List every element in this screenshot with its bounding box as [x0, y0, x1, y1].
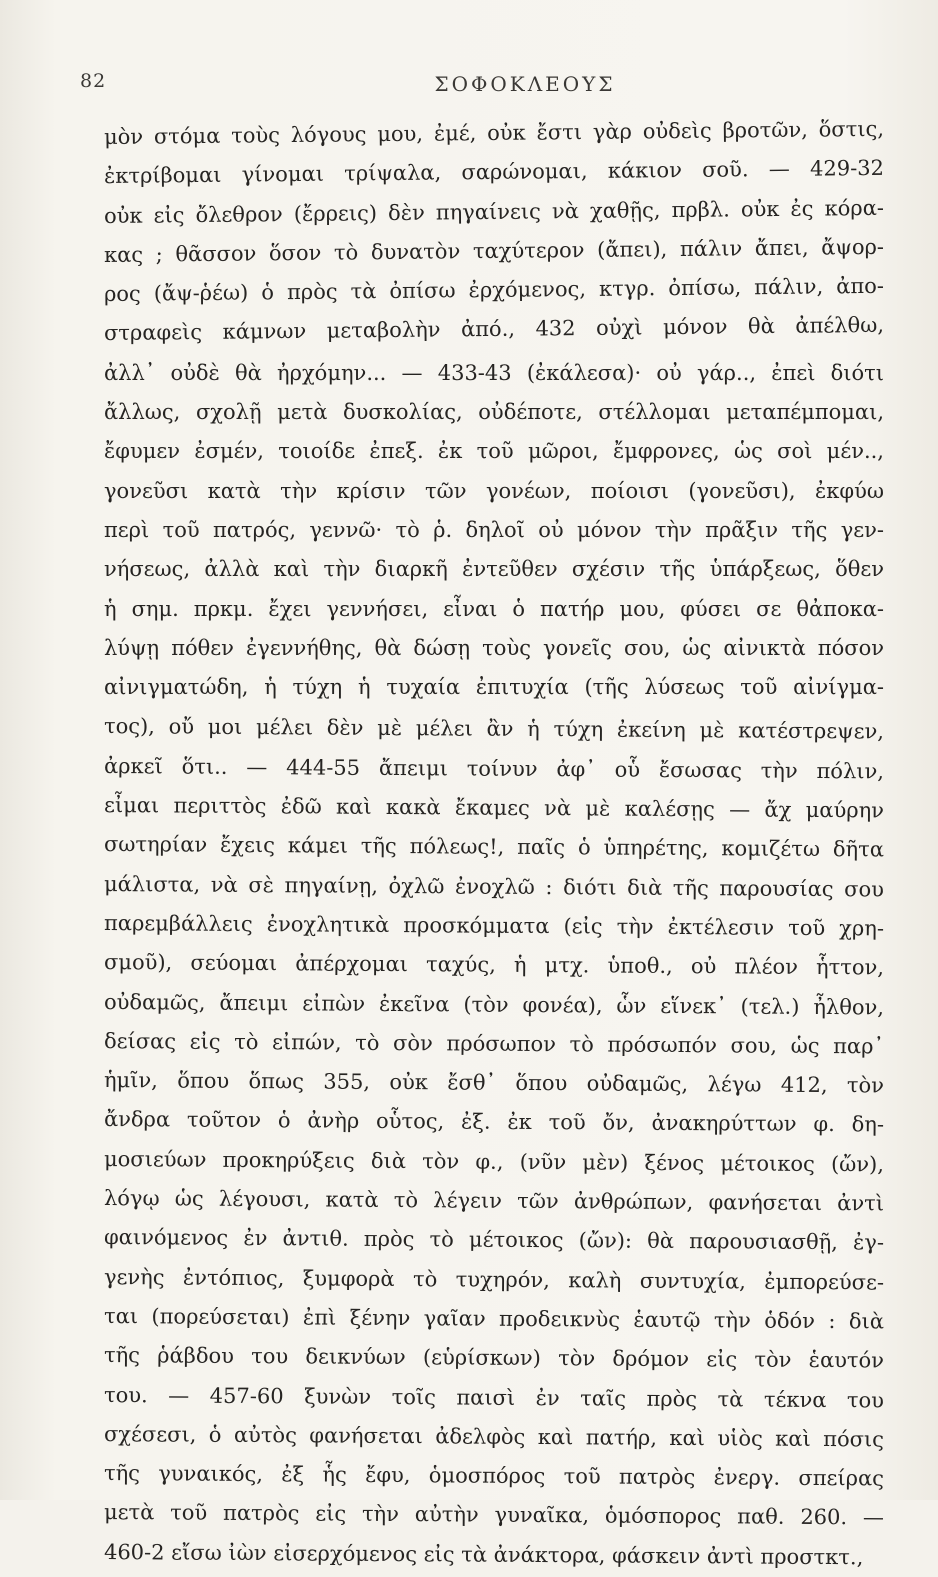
- text-line: περὶ τοῦ πατρός, γεννῶ· τὸ ῥ. δηλοῖ οὐ μόνον τὴν πρᾶξιν τῆς γεν-: [104, 517, 884, 542]
- text-line: ται (πορεύσεται) ἐπὶ ξένην γαῖαν προδεικνὺς ἑαυτῷ τὴν ὁδόν : διὰ: [103, 1303, 885, 1334]
- text-line: λόγῳ ὡς λέγουσι, κατὰ τὸ λέγειν τῶν ἀνθρώπων, φανήσεται ἀντὶ: [103, 1186, 885, 1216]
- text-line: μὸν στόμα τοὺς λόγους μου, ἐμέ, οὐκ ἔστι γὰρ οὐδεὶς βροτῶν, ὅστις,: [103, 116, 885, 149]
- text-line: ἡ σημ. πρκμ. ἔχει γεννήσει, εἶναι ὁ πατήρ μου, φύσει σε θἀποκα-: [104, 596, 884, 621]
- page-header: [80, 70, 880, 100]
- text-line: στραφεὶς κάμνων μεταβολὴν ἀπό., 432 οὐχὶ μόνον θὰ ἀπέλθω,: [103, 313, 885, 346]
- text-line: γονεῦσι κατὰ τὴν κρίσιν τῶν γονέων, ποίοισι (γονεῦσι), ἐκφύω: [104, 478, 884, 503]
- text-line: νήσεως, ἀλλὰ καὶ τὴν διαρκῆ ἐντεῦθεν σχέσιν τῆς ὑπάρξεως, ὅθεν: [104, 557, 884, 582]
- text-line: οὐδαμῶς, ἄπειμι εἰπὼν ἐκεῖνα (τὸν φονέα), ὧν εἵνεκ᾽ (τελ.) ἦλθον,: [103, 989, 885, 1019]
- page-number: 82: [80, 70, 107, 92]
- text-line: σωτηρίαν ἔχεις κάμει τῆς πόλεως!, παῖς ὁ ὑπηρέτης, κομιζέτω δῆτα: [103, 832, 885, 862]
- text-line: κας ; θᾶσσον ὅσον τὸ δυνατὸν ταχύτερον (ἄπει), πάλιν ἄπει, ἄψορ-: [103, 234, 885, 267]
- text-line: ἡμῖν, ὅπου ὅπως 355, οὐκ ἔσθ᾽ ὅπου οὐδαμῶς, λέγω 412, τὸν: [103, 1068, 885, 1098]
- text-line: αἰνιγματώδη, ἡ τύχη ἡ τυχαία ἐπιτυχία (τῆς λύσεως τοῦ αἰνίγμα-: [104, 675, 884, 700]
- text-line: 460-2 εἴσω ἰὼν εἰσερχόμενος εἰς τὰ ἀνάκτορα, φάσκειν ἀντὶ προστκτ.,: [103, 1539, 864, 1569]
- text-line: φαινόμενος ἐν ἀντιθ. πρὸς τὸ μέτοικος (ὤν): θὰ παρουσιασθῇ, ἐγ-: [103, 1225, 885, 1255]
- running-title: ΣΟΦΟΚΛΕΟΥΣ: [434, 72, 616, 96]
- text-line: μετὰ τοῦ πατρὸς εἰς τὴν αὐτὴν γυναῖκα, ὁμόσπορος παθ. 260. —: [103, 1500, 885, 1530]
- text-line: οὐκ εἰς ὄλεθρον (ἔρρεις) δὲν πηγαίνεις νὰ χαθῇς, πρβλ. οὐκ ἐς κόρα-: [103, 195, 885, 228]
- text-line: παρεμβάλλεις ἐνοχλητικὰ προσκόμματα (εἰς τὴν ἐκτέλεσιν τοῦ χρη-: [103, 910, 885, 941]
- text-line: ἀλλ᾽ οὐδὲ θὰ ἠρχόμην... — 433-43 (ἐκάλεσα)· οὐ γάρ.., ἐπεὶ διότι: [104, 360, 884, 385]
- text-line: ἐκτρίβομαι γίνομαι τρίψαλα, σαρώνομαι, κάκιον σοῦ. — 429-32: [103, 156, 885, 189]
- text-line: μοσιεύων προκηρύξεις διὰ τὸν φ., (νῦν μὲν) ξένος μέτοικος (ὤν),: [103, 1146, 885, 1177]
- text-line: δείσας εἰς τὸ εἰπών, τὸ σὸν πρόσωπον τὸ πρόσωπόν σου, ὡς παρ᾽: [103, 1028, 885, 1059]
- text-line: ρος (ἄψ-ῥέω) ὁ πρὸς τὰ ὀπίσω ἐρχόμενος, κτγρ. ὀπίσω, πάλιν, ἀπο-: [103, 274, 885, 307]
- text-line: τος), οὔ μοι μέλει δὲν μὲ μέλει ἂν ἡ τύχη ἐκείνη μὲ κατέστρεψεν,: [103, 714, 885, 744]
- text-line: γενὴς ἐντόπιος, ξυμφορὰ τὸ τυχηρόν, καλὴ συντυχία, ἐμπορεύσε-: [103, 1264, 885, 1295]
- text-line: τῆς γυναικός, ἐξ ἧς ἔφυ, ὁμοσπόρος τοῦ πατρὸς ἐνεργ. σπείρας: [103, 1461, 885, 1491]
- text-line: ἄνδρα τοῦτον ὁ ἀνὴρ οὗτος, ἐξ. ἐκ τοῦ ὄν, ἀνακηρύττων φ. δη-: [103, 1107, 885, 1137]
- text-line: εἶμαι περιττὸς ἐδῶ καὶ κακὰ ἔκαμες νὰ μὲ καλέσῃς — ἄχ μαύρην: [103, 793, 885, 823]
- text-line: ἄλλως, σχολῇ μετὰ δυσκολίας, οὐδέποτε, στέλλομαι μεταπέμπομαι,: [104, 400, 884, 425]
- text-line: μάλιστα, νὰ σὲ πηγαίνῃ, ὀχλῶ ἐνοχλῶ : διότι διὰ τῆς παρουσίας σου: [103, 871, 885, 902]
- commentary-text: [104, 118, 884, 1572]
- text-line: σμοῦ), σεύομαι ἀπέρχομαι ταχύς, ἡ μτχ. ὑποθ., οὐ πλέον ἧττον,: [103, 950, 885, 980]
- text-line: του. — 457-60 ξυνὼν τοῖς παισὶ ἐν ταῖς πρὸς τὰ τέκνα του: [103, 1382, 885, 1412]
- text-line: τῆς ῥάβδου του δεικνύων (εὑρίσκων) τὸν δρόμον εἰς τὸν ἑαυτόν: [103, 1343, 885, 1373]
- text-line: λύψῃ πόθεν ἐγεννήθης, θὰ δώσῃ τοὺς γονεῖς σου, ὡς αἰνικτὰ πόσον: [104, 635, 884, 660]
- text-line: σχέσεσι, ὁ αὐτὸς φανήσεται ἀδελφὸς καὶ πατήρ, καὶ υἱὸς καὶ πόσις: [103, 1421, 885, 1452]
- text-line: ἀρκεῖ ὅτι.. — 444-55 ἄπειμι τοίνυν ἀφ᾽ οὗ ἔσωσας τὴν πόλιν,: [103, 753, 885, 784]
- text-line: ἔφυμεν ἐσμέν, τοιοίδε ἐπεξ. ἐκ τοῦ μῶροι, ἔμφρονες, ὡς σοὶ μέν..,: [104, 439, 884, 464]
